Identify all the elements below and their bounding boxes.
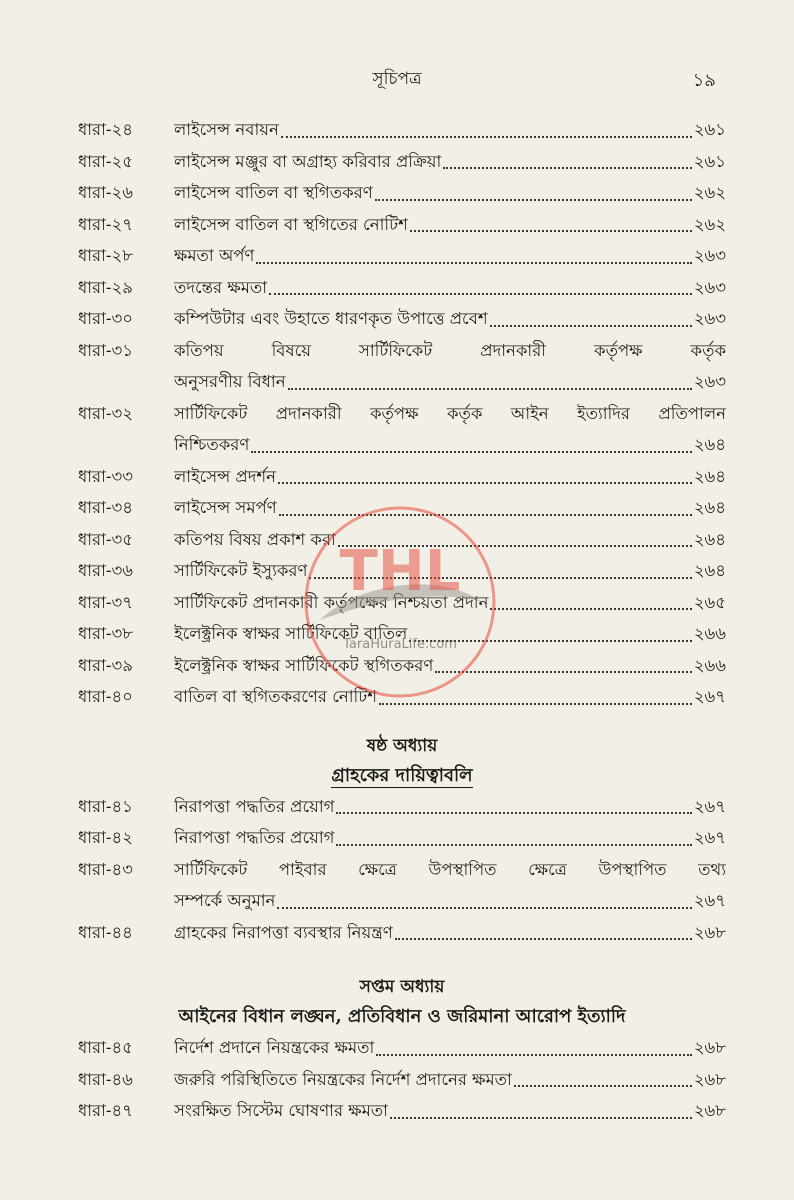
entry-line: সার্টিফিকেট পাইবার ক্ষেত্রে উপস্থাপিত ক্ষেত্রে উপস্থাপিত তথ্য <box>174 859 726 879</box>
entry-title: জরুরি পরিস্থিতিতে নিয়ন্ত্রকের নির্দেশ প্রদানের ক্ষমতা <box>174 1069 512 1089</box>
entry-title: অনুসরণীয় বিধান <box>174 372 286 391</box>
dot-leader <box>390 1117 692 1119</box>
entry-title: ক্ষমতা অর্পণ <box>174 246 255 265</box>
entry-line <box>174 461 726 493</box>
entry-page-number: ২৬৩ <box>693 246 726 265</box>
entry-line <box>174 555 726 587</box>
entry-line <box>174 917 726 949</box>
dot-leader <box>277 907 691 909</box>
section-number: ধারা-৩২ <box>78 403 133 423</box>
entry-title: গ্রাহকের নিরাপত্তা ব্যবস্থার নিয়ন্ত্রণ <box>174 922 393 942</box>
entry-page-number: ২৬৩ <box>693 277 726 297</box>
toc-entry <box>78 114 726 146</box>
entry-page-number: ২৬৪ <box>693 435 726 454</box>
entry-page-number: ২৬৪ <box>693 529 726 549</box>
entry-page-number: ২৬২ <box>693 214 726 234</box>
section-number: ধারা-২৭ <box>78 214 133 234</box>
dot-leader <box>338 545 692 547</box>
dot-leader <box>409 640 692 642</box>
entry-title: ইলেক্ট্রনিক স্বাক্ষর সার্টিফিকেট স্থগিতকরণ <box>174 655 434 675</box>
entry-title: লাইসেন্স বাতিল বা স্থগিতের নোটিশ <box>174 214 408 234</box>
dot-leader <box>395 938 692 940</box>
section-number: ধারা-৪০ <box>78 687 133 706</box>
toc-entry <box>78 854 726 917</box>
entry-title: লাইসেন্স প্রদর্শন <box>174 466 277 486</box>
section-number: ধারা-৪৪ <box>78 922 133 942</box>
chapter-title <box>78 1002 726 1032</box>
section-number: ধারা-২৬ <box>78 183 133 202</box>
toc-entry <box>78 1095 726 1127</box>
entry-line <box>174 1064 726 1096</box>
toc-entry <box>78 618 726 650</box>
dot-leader <box>281 136 692 138</box>
toc-entry <box>78 917 726 949</box>
entry-line <box>174 650 726 682</box>
section-number: ধারা-৩৮ <box>78 624 133 643</box>
entry-title: লাইসেন্স মঞ্জুর বা অগ্রাহ্য করিবার প্রক্রিয়া <box>174 151 442 171</box>
section-number: ধারা-৩৬ <box>78 561 133 580</box>
toc-entry <box>78 240 726 272</box>
entry-line: কতিপয় বিষয়ে সার্টিফিকেট প্রদানকারী কর্তৃপক্ষ কর্তৃক <box>174 340 726 360</box>
dot-leader <box>256 262 691 264</box>
toc-entry <box>78 791 726 823</box>
page-title: সূচিপত্র <box>372 69 422 89</box>
entry-line <box>174 1095 726 1127</box>
dot-leader <box>309 577 691 579</box>
entry-line <box>174 303 726 335</box>
chapter-title-text: আইনের বিধান লঙ্ঘন, প্রতিবিধান ও জরিমানা আরোপ ইত্যাদি <box>178 1006 626 1027</box>
entry-page-number: ২৬৪ <box>693 466 726 486</box>
entry-line <box>174 681 726 713</box>
section-number: ধারা-৪১ <box>78 796 133 816</box>
section-number: ধারা-৪৩ <box>78 859 133 879</box>
toc-entry <box>78 650 726 682</box>
dot-leader <box>269 293 692 295</box>
entry-page-number: ২৬৮ <box>693 1069 726 1089</box>
toc-entry <box>78 303 726 335</box>
chapter-heading: ষষ্ঠ অধ্যায় <box>366 735 438 756</box>
entry-line <box>174 177 726 209</box>
dot-leader <box>336 844 691 846</box>
dot-leader <box>379 703 692 705</box>
entry-line <box>174 146 726 178</box>
chapter-title <box>78 761 726 791</box>
entry-page-number: ২৬৭ <box>693 687 726 706</box>
dot-leader <box>336 812 691 814</box>
section-number: ধারা-৩১ <box>78 340 133 360</box>
section-number: ধারা-৩০ <box>78 309 133 328</box>
entry-line <box>174 240 726 272</box>
section-number: ধারা-২৪ <box>78 120 133 139</box>
entry-title: বাতিল বা স্থগিতকরণের নোটিশ <box>174 687 378 706</box>
entry-line <box>174 587 726 619</box>
dot-leader <box>410 230 692 232</box>
section-number: ধারা-২৯ <box>78 277 133 297</box>
toc-entry <box>78 1032 726 1064</box>
entry-line <box>174 492 726 524</box>
entry-page-number: ২৬৮ <box>693 1101 726 1120</box>
entry-title: তদন্তের ক্ষমতা <box>174 277 268 297</box>
section-number: ধারা-২৫ <box>78 151 133 171</box>
entry-line <box>174 272 726 304</box>
dot-leader <box>278 482 692 484</box>
toc-entry <box>78 272 726 304</box>
entry-title: সংরক্ষিত সিস্টেম ঘোষণার ক্ষমতা <box>174 1101 388 1120</box>
section-number: ধারা-৪৭ <box>78 1101 133 1120</box>
toc-entry <box>78 146 726 178</box>
entry-line <box>174 524 726 556</box>
entry-line <box>174 885 726 917</box>
dot-leader <box>490 325 692 327</box>
section-number: ধারা-৩৩ <box>78 466 133 486</box>
toc-entry <box>78 524 726 556</box>
toc-entry <box>78 335 726 398</box>
dot-leader <box>279 514 692 516</box>
dot-leader <box>251 451 691 453</box>
dot-leader <box>435 671 692 673</box>
section-number: ধারা-৪৫ <box>78 1038 133 1057</box>
entry-line <box>174 366 726 398</box>
table-of-contents <box>78 114 726 1127</box>
section-number: ধারা-৩৯ <box>78 655 133 675</box>
entry-page-number: ২৬৫ <box>693 592 726 612</box>
entry-title: লাইসেন্স বাতিল বা স্থগিতকরণ <box>174 183 373 202</box>
page-header <box>78 66 716 96</box>
entry-title: নিরাপত্তা পদ্ধতির প্রয়োগ <box>174 828 335 847</box>
entry-title: সম্পর্কে অনুমান <box>174 891 276 910</box>
dot-leader <box>375 199 692 201</box>
entry-page-number: ২৬৪ <box>693 561 726 580</box>
entry-page-number: ২৬৭ <box>693 828 726 847</box>
toc-entry <box>78 209 726 241</box>
entry-page-number: ২৬৭ <box>693 796 726 816</box>
entry-title: লাইসেন্স সমর্পণ <box>174 498 277 517</box>
dot-leader <box>376 1054 692 1056</box>
chapter-title-text: গ্রাহকের দায়িত্বাবলি <box>331 764 473 786</box>
toc-entry <box>78 398 726 461</box>
section-number: ধারা-৪৬ <box>78 1069 133 1089</box>
entry-line: সার্টিফিকেট প্রদানকারী কর্তৃপক্ষ কর্তৃক আইন ইত্যাদির প্রতিপালন <box>174 403 726 423</box>
entry-title: কম্পিউটার এবং উহাতে ধারণকৃত উপাত্তে প্রবেশ <box>174 309 488 328</box>
section-number: ধারা-৪২ <box>78 828 133 847</box>
entry-page-number: ২৬৭ <box>693 891 726 910</box>
section-number: ধারা-৩৪ <box>78 498 133 517</box>
entry-line <box>174 822 726 854</box>
entry-title: সার্টিফিকেট ইস্যুকরণ <box>174 561 308 580</box>
section-number: ধারা-৩৫ <box>78 529 133 549</box>
entry-line <box>174 114 726 146</box>
entry-title: ইলেক্ট্রনিক স্বাক্ষর সার্টিফিকেট বাতিল <box>174 624 408 643</box>
entry-line <box>174 1032 726 1064</box>
entry-line <box>174 209 726 241</box>
entry-title: নিরাপত্তা পদ্ধতির প্রয়োগ <box>174 796 335 816</box>
entry-line <box>174 618 726 650</box>
entry-page-number: ২৬৮ <box>693 922 726 942</box>
chapter-heading: সপ্তম অধ্যায় <box>359 977 445 997</box>
entry-title: কতিপয় বিষয় প্রকাশ করা <box>174 529 336 549</box>
toc-entry <box>78 177 726 209</box>
entry-page-number: ২৬৩ <box>693 309 726 328</box>
entry-line <box>174 791 726 823</box>
toc-entry <box>78 555 726 587</box>
entry-title: নিশ্চিতকরণ <box>174 435 250 454</box>
entry-title: সার্টিফিকেট প্রদানকারী কর্তৃপক্ষের নিশ্চয়তা প্রদান <box>174 592 489 612</box>
section-number: ধারা-৩৭ <box>78 592 133 612</box>
entry-page-number: ২৬১ <box>693 120 726 139</box>
entry-page-number: ২৬৮ <box>693 1038 726 1057</box>
entry-page-number: ২৬১ <box>693 151 726 171</box>
entry-page-number: ২৬৬ <box>693 624 726 643</box>
entry-page-number: ২৬৩ <box>693 372 726 391</box>
section-number: ধারা-২৮ <box>78 246 133 265</box>
entry-line <box>174 429 726 461</box>
dot-leader <box>514 1085 692 1087</box>
entry-page-number: ২৬২ <box>693 183 726 202</box>
toc-entry <box>78 492 726 524</box>
entry-page-number: ২৬৬ <box>693 655 726 675</box>
dot-leader <box>443 167 692 169</box>
toc-entry <box>78 681 726 713</box>
entry-page-number: ২৬৪ <box>693 498 726 517</box>
watermark-logo-text: THL <box>339 539 461 604</box>
dot-leader <box>490 608 691 610</box>
page-number: ১৯ <box>692 70 716 91</box>
toc-entry <box>78 1064 726 1096</box>
dot-leader <box>288 388 692 390</box>
toc-entry <box>78 461 726 493</box>
watermark-site-text: TaraHuraLife.com <box>343 637 457 652</box>
toc-entry <box>78 587 726 619</box>
toc-entry <box>78 822 726 854</box>
entry-title: নির্দেশ প্রদানে নিয়ন্ত্রকের ক্ষমতা <box>174 1038 375 1057</box>
entry-title: লাইসেন্স নবায়ন <box>174 120 279 139</box>
